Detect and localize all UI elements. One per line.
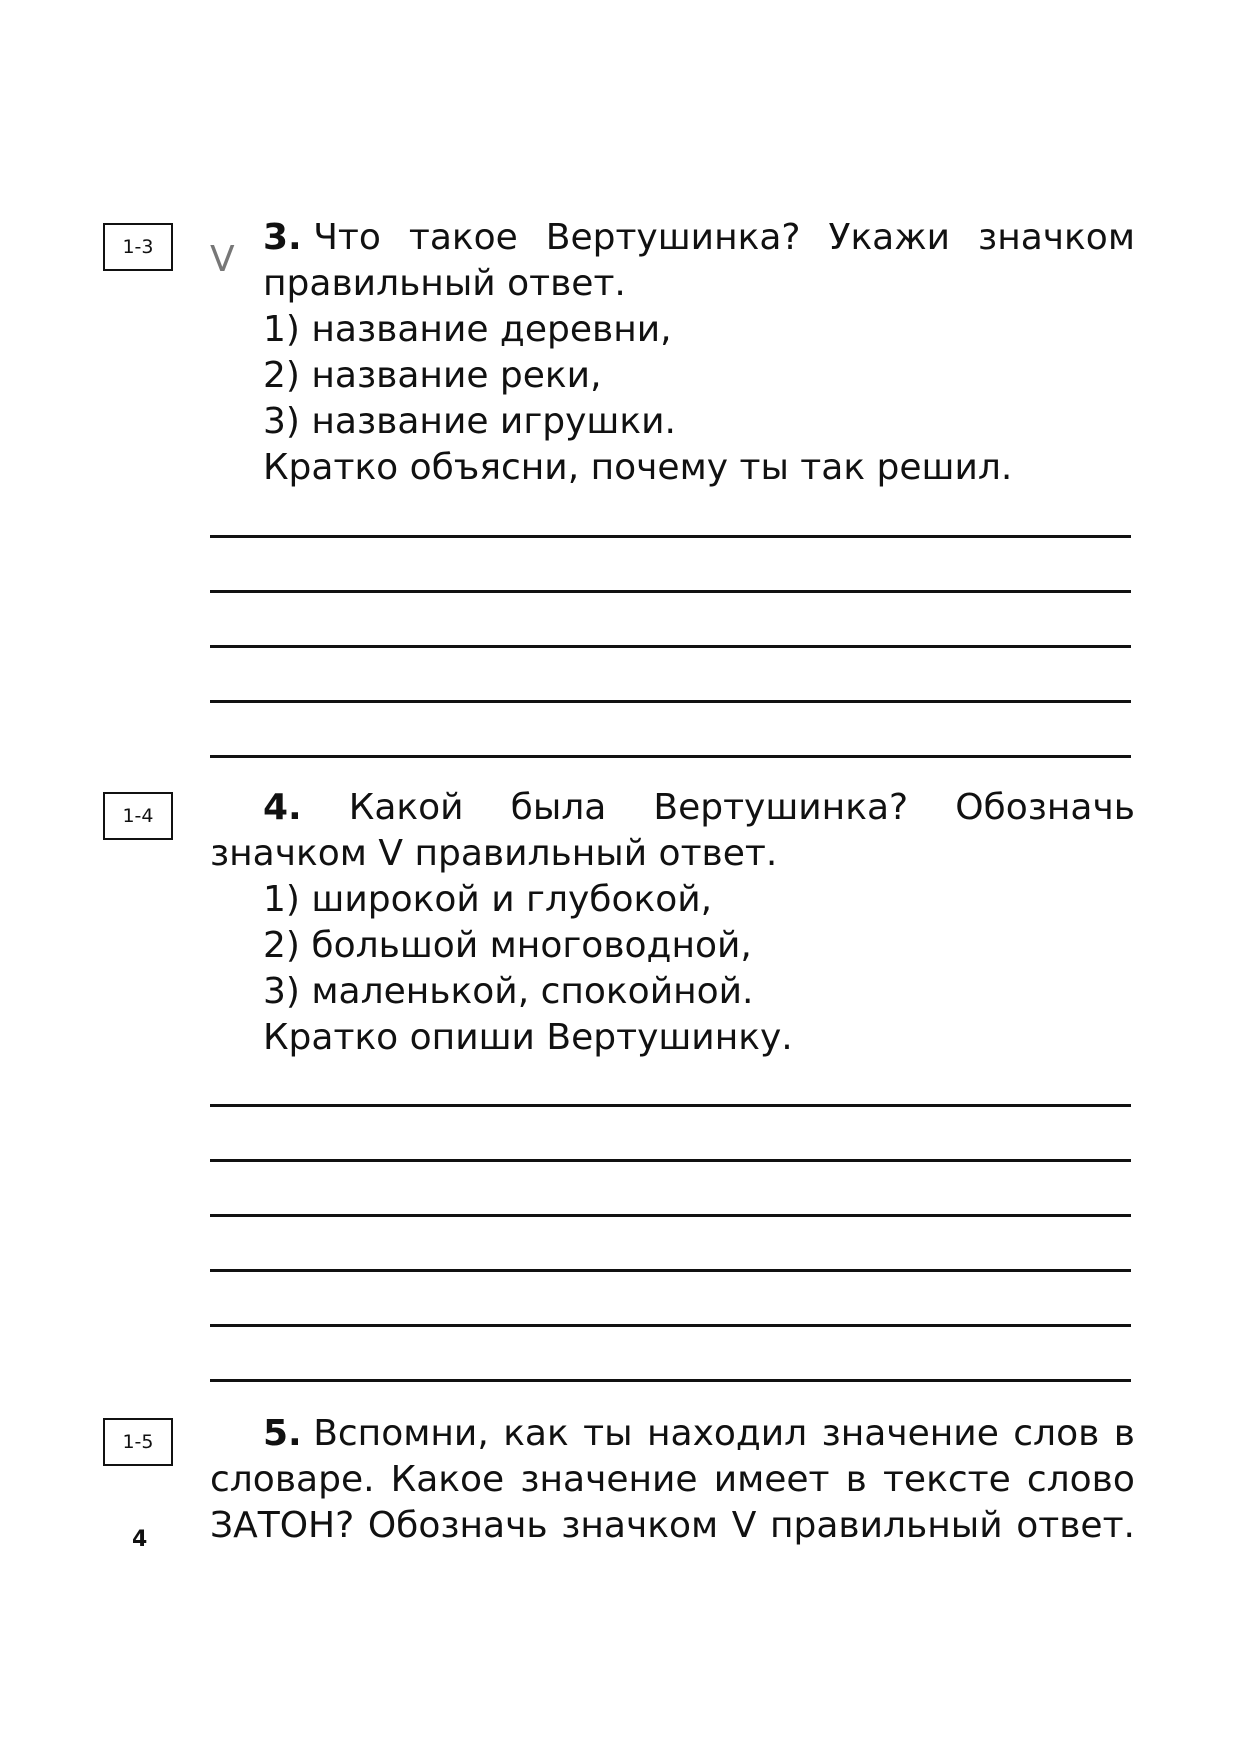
answer-line[interactable] — [210, 1269, 1131, 1272]
title-word: ты — [583, 1413, 633, 1454]
task-code-box — [103, 223, 173, 271]
page-number: 4 — [132, 1527, 148, 1552]
task-number: 5. — [263, 1413, 302, 1454]
title-word: была — [510, 787, 607, 828]
task-code-box — [103, 792, 173, 840]
title-word: Обозначь — [955, 787, 1135, 828]
title-word: в — [1113, 1413, 1135, 1454]
answer-option[interactable]: 1) название деревни, — [263, 309, 672, 350]
body-word: ответ. — [1016, 1505, 1135, 1546]
answer-option[interactable]: 2) большой многоводной, — [263, 925, 752, 966]
task-instruction: Кратко объясни, почему ты так решил. — [263, 447, 1013, 488]
answer-line[interactable] — [210, 1379, 1131, 1382]
answer-line[interactable] — [210, 645, 1131, 648]
task-number: 3. — [263, 217, 302, 258]
title-word: значение — [821, 1413, 999, 1454]
body-word: правильный — [769, 1505, 1003, 1546]
task-title-continuation: правильный ответ. — [263, 263, 626, 304]
title-word: Укажи — [828, 217, 951, 258]
task-code: 1-3 — [122, 236, 154, 258]
body-word: слово — [1026, 1459, 1135, 1500]
title-word: слов — [1013, 1413, 1100, 1454]
answer-line[interactable] — [210, 1159, 1131, 1162]
answer-line[interactable] — [210, 700, 1131, 703]
answer-option[interactable]: 1) широкой и глубокой, — [263, 879, 713, 920]
task-number: 4. — [263, 787, 302, 828]
body-word: тексте — [882, 1459, 1011, 1500]
check-mark-icon: V — [210, 239, 235, 280]
answer-option[interactable]: 2) название реки, — [263, 355, 602, 396]
answer-line[interactable] — [210, 755, 1131, 758]
task-title — [263, 785, 1135, 831]
answer-line[interactable] — [210, 1104, 1131, 1107]
title-word: значком — [978, 217, 1135, 258]
task-title — [263, 1411, 1135, 1457]
task-instruction: Кратко опиши Вертушинку. — [263, 1017, 793, 1058]
title-word: Вертушинка? — [653, 787, 909, 828]
answer-line[interactable] — [210, 1214, 1131, 1217]
body-word: имеет — [713, 1459, 830, 1500]
title-word: такое — [408, 217, 518, 258]
answer-line[interactable] — [210, 590, 1131, 593]
answer-line[interactable] — [210, 1324, 1131, 1327]
body-word: в — [845, 1459, 867, 1500]
title-word: Какой — [348, 787, 464, 828]
task-code-box — [103, 1418, 173, 1466]
title-word: Вспомни, — [313, 1413, 489, 1454]
body-word: V — [731, 1505, 757, 1546]
task-code: 1-4 — [122, 805, 154, 827]
task-body-line — [210, 1503, 1135, 1549]
title-word: находил — [646, 1413, 808, 1454]
title-word: как — [503, 1413, 569, 1454]
body-word: Какое — [390, 1459, 505, 1500]
title-word: Вертушинка? — [545, 217, 801, 258]
task-title — [263, 215, 1135, 261]
answer-option[interactable]: 3) название игрушки. — [263, 401, 676, 442]
body-word: значение — [520, 1459, 698, 1500]
task-body-line — [210, 1457, 1135, 1503]
task-title-continuation: значком V правильный ответ. — [210, 833, 778, 874]
body-word: значком — [561, 1505, 719, 1546]
body-word: ЗАТОН? — [210, 1505, 355, 1546]
title-word: Что — [313, 217, 381, 258]
answer-line[interactable] — [210, 535, 1131, 538]
body-word: словаре. — [210, 1459, 375, 1500]
body-word: Обозначь — [367, 1505, 548, 1546]
answer-option[interactable]: 3) маленькой, спокойной. — [263, 971, 754, 1012]
task-code: 1-5 — [122, 1431, 154, 1453]
